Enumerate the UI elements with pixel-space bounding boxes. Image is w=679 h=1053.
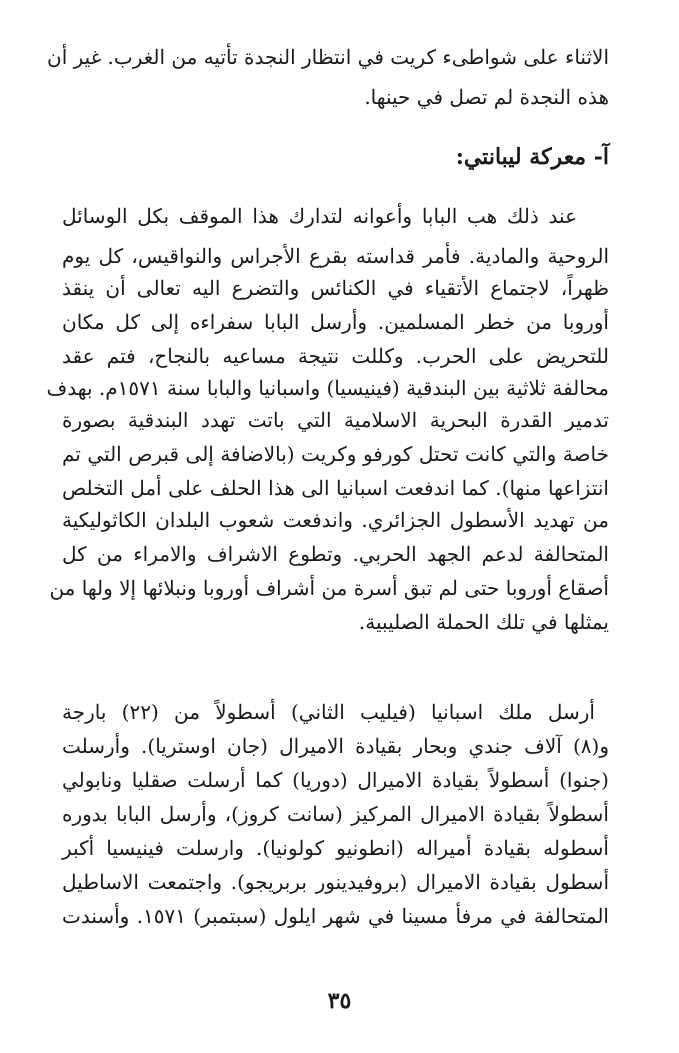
text-line: (جنوا) أسطولاً بقيادة الاميرال (دوريا) كما أرسلت صقليا ونابولي <box>62 768 609 792</box>
section-heading: آ- معركة ليبانتي: <box>455 144 609 170</box>
text-line: أوروبا من خطر المسلمين. وأرسل البابا سفراءه إلى كل مكان <box>62 310 609 334</box>
text-line: خاصة والتي كانت تحتل كورفو وكريت (بالاضافة إلى قبرص التي تم <box>62 442 609 466</box>
text-line: عند ذلك هب البابا وأعوانه لتدارك هذا الموقف بكل الوسائل <box>62 204 577 228</box>
text-line: انتزاعها منها). كما اندفعت اسبانيا الى هذا الحلف على أمل التخلص <box>62 476 609 500</box>
text-line: ظهراً، لاجتماع الأتقياء في الكنائس والتضرع اليه تعالى أن ينقذ <box>62 276 609 300</box>
text-line: و(٨) آلاف جندي وبحار بقيادة الاميرال (جان اوستريا). وأرسلت <box>62 734 609 758</box>
text-line: أسطول بقيادة الاميرال (بروفيدينور بربريجو). واجتمعت الاساطيل <box>62 870 609 894</box>
text-line: أسطوله بقيادة أميراله (انطونيو كولونيا). وارسلت فينيسيا أكبر <box>62 836 609 860</box>
text-line: للتحريض على الحرب. وكللت نتيجة مساعيه بالنجاح، فتم عقد <box>62 344 609 368</box>
text-line: من تهديد الأسطول الجزائري. واندفعت شعوب البلدان الكاثوليكية <box>62 508 609 532</box>
text-line: المتحالفة في مرفأ مسينا في شهر ايلول (سبتمبر) ١٥٧١. وأسندت <box>62 904 609 928</box>
text-line: الروحية والمادية. فأمر قداسته بقرع الأجراس والنواقيس، كل يوم <box>62 244 609 268</box>
page-number: ٣٥ <box>327 988 352 1014</box>
text-line: الاثناء على شواطىء كريت في انتظار النجدة تأتيه من الغرب. غير أن <box>47 45 609 69</box>
text-line: أرسل ملك اسبانيا (فيليب الثاني) أسطولاً من (٢٢) بارجة <box>62 700 595 724</box>
text-line: يمثلها في تلك الحملة الصليبية. <box>358 610 609 634</box>
text-line: تدمير القدرة البحرية الاسلامية التي باتت تهدد البندقية بصورة <box>62 408 609 432</box>
text-line: هذه النجدة لم تصل في حينها. <box>364 85 609 109</box>
text-line: أصقاع أوروبا حتى لم تبق أسرة من أشراف أوروبا ونبلائها إلا ولها من <box>49 576 609 600</box>
text-line: المتحالفة لدعم الجهد الحربي. وتطوع الاشراف والامراء من كل <box>62 542 609 566</box>
text-line: محالفة ثلاثية بين البندقية (فينيسيا) واسبانيا والبابا سنة ١٥٧١م. بهدف <box>46 376 609 400</box>
text-line: أسطولاً بقيادة الاميرال المركيز (سانت كروز)، وأرسل البابا بدوره <box>62 802 609 826</box>
